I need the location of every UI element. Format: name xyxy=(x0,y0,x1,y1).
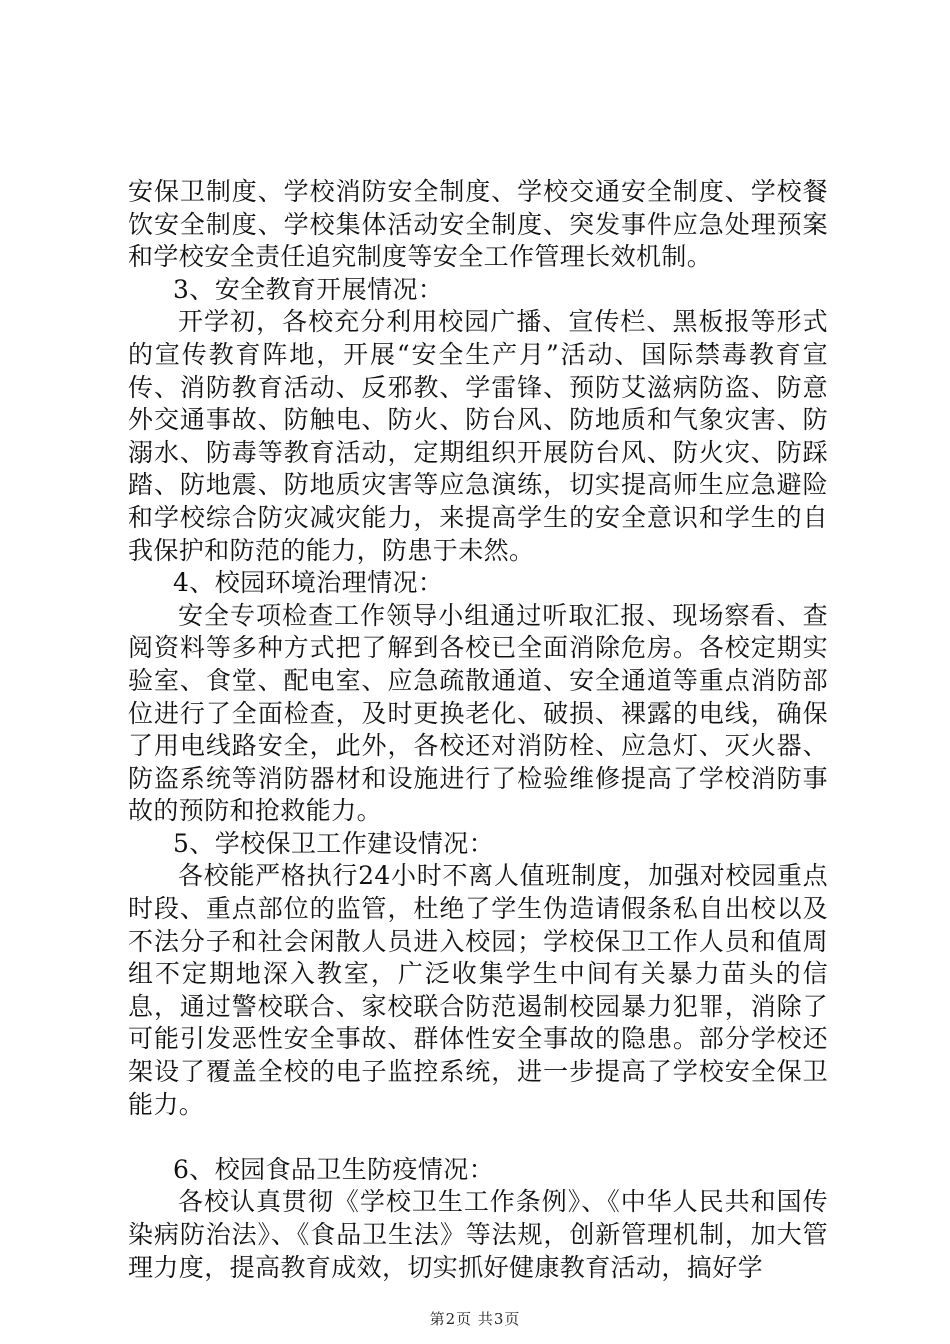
paragraph-food-hygiene: 各校认真贯彻《学校卫生工作条例》、《中华人民共和国传染病防治法》、《食品卫生法》等法规，创新管理机制，加大管理力度，提高教育成效，切实抓好健康教育活动，搞好学 xyxy=(128,1187,828,1282)
paragraph-school-security: 各校能严格执行24小时不离人值班制度，加强对校园重点时段、重点部位的监管，杜绝了学生伪造请假条私自出校以及不法分子和社会闲散人员进入校园；学校保卫工作人员和值周组不定期地深入教室，广泛收集学生中间有关暴力苗头的信息，通过警校联合、家校联合防范遏制校园暴力犯罪，消除了可能引发恶性安全事故、群体性安全事故的隐患。部分学校还架设了覆盖全校的电子监控系统，进一步提高了学校安全保卫能力。 xyxy=(128,861,828,1119)
heading-food-hygiene: 6、校园食品卫生防疫情况： xyxy=(173,1154,495,1184)
page-number-footer: 第2页 共3页 xyxy=(429,1310,521,1328)
document-body xyxy=(128,176,828,1284)
paragraph-safety-education: 开学初，各校充分利用校园广播、宣传栏、黑板报等形式的宣传教育阵地，开展“安全生产月”活动、国际禁毒教育宣传、消防教育活动、反邪教、学雷锋、预防艾滋病防盗、防意外交通事故、防触电、防火、防台风、防地质和气象灾害、防溺水、防毒等教育活动，定期组织开展防台风、防火灾、防踩踏、防地震、防地质灾害等应急演练，切实提高师生应急避险和学校综合防灾减灾能力，来提高学生的安全意识和学生的自我保护和防范的能力，防患于未然。 xyxy=(128,307,828,565)
paragraph-safety-system-continued: 安保卫制度、学校消防安全制度、学校交通安全制度、学校餐饮安全制度、学校集体活动安全制度、突发事件应急处理预案和学校安全责任追究制度等安全工作管理长效机制。 xyxy=(128,177,828,272)
heading-school-security: 5、学校保卫工作建设情况： xyxy=(173,828,495,858)
blank-line xyxy=(128,1121,828,1154)
paragraph-campus-environment: 安全专项检查工作领导小组通过听取汇报、现场察看、查阅资料等多种方式把了解到各校已全面消除危房。各校定期实验室、食堂、配电室、应急疏散通道、安全通道等重点消防部位进行了全面检查，及时更换老化、破损、裸露的电线，确保了用电线路安全，此外，各校还对消防栓、应急灯、灭火器、防盗系统等消防器材和设施进行了检验维修提高了学校消防事故的预防和抢救能力。 xyxy=(128,600,828,826)
heading-campus-environment: 4、校园环境治理情况： xyxy=(173,568,444,598)
heading-safety-education: 3、安全教育开展情况： xyxy=(173,274,444,304)
